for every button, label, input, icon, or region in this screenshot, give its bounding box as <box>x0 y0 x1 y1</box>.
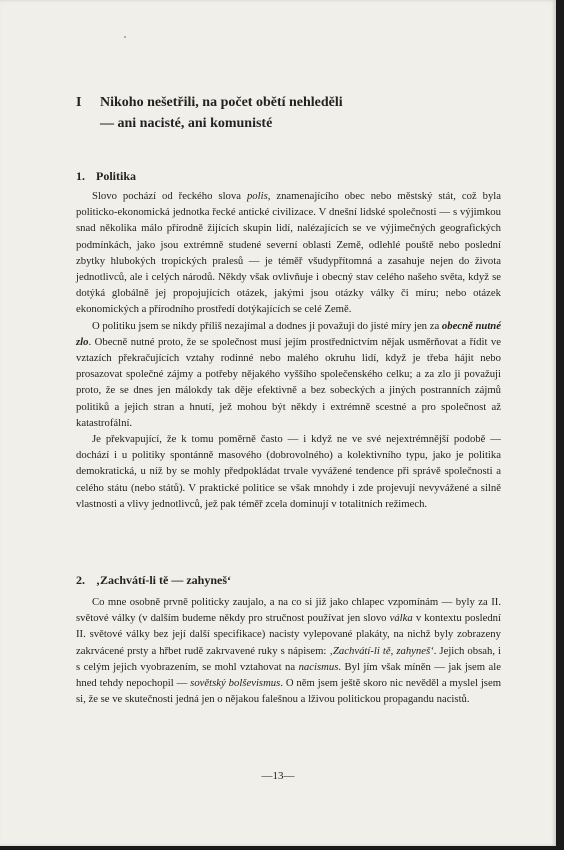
section-number: 1. <box>76 169 85 183</box>
italic-term: sovětský bolševismus <box>190 677 281 690</box>
text-run: v kontextu poslední II. světové války bez její další specifikace) nacisty vylepované plakáty, na nichž byly zobrazeny zakrvácené prsty a hřbet rudě zakrvavené ruky s nápisem: <box>76 612 501 657</box>
section-title: Politika <box>96 169 137 183</box>
chapter-number: I <box>76 95 82 110</box>
paragraph <box>76 594 501 707</box>
italic-quote: ‚Zachvátí-li tě, zahyneš‘ <box>329 644 434 657</box>
paragraph <box>76 318 501 431</box>
italic-term: polis <box>246 190 268 202</box>
section-heading-politika <box>76 168 136 184</box>
section-heading-zachvati <box>76 572 231 588</box>
text-run: Co mne osobně prvně politicky zaujalo, a na co si již jako chlapec vzpomínám — byly za II. světové války (v dalším budeme někdy pro stručnost používat jen slovo <box>76 596 501 625</box>
italic-term: nacismus <box>298 660 339 673</box>
section-1-body <box>76 188 501 512</box>
text-run: , znamenajícího obec nebo městský stát, což byla politicko-ekonomická jednotka řecké antické civilizace. V dnešní lidské společnosti — s výjimkou snad několika málo přírodně žijících skupin lidí, nalézajících se ve výjimečných geografických podmínkách, jako jsou extrémně studené severní oblasti Země, odlehlé pouště nebo poslední zbytky hlubokých tropických pralesů — je téměř všudypřítomná a zasahuje nejen do života jednotlivců, ale i celých národů. Někdy však ovlivňuje i obecný stav celého našeho světa, když se dotýká globálně jej propojujících otázek, jakými jsou otázky války či míru; nebo otázek ekonomických a přírodního prostředí dotýkajících se celé Země. <box>76 190 502 316</box>
text-run: . Jejich obsah, i s celým jejich vyobrazením, se mohl vztahovat na <box>76 644 501 673</box>
emphasis-term: obecně nutné zlo <box>76 319 501 348</box>
section-2-body <box>76 594 501 707</box>
text-run: Slovo pochází od řeckého slova <box>92 190 247 202</box>
text-run: . O něm jsem ještě skoro nic nevěděl a myslel jsem si, že se ve skutečnosti jedná jen o nějakou falešnou a lživou politickou propagandu nacistů. <box>76 677 502 706</box>
paragraph <box>76 188 501 318</box>
page-number: —13— <box>261 770 295 782</box>
print-speck <box>124 36 126 38</box>
section-number: 2. <box>76 573 85 587</box>
chapter-title-line-2: — ani nacisté, ani komunisté <box>100 116 273 131</box>
section-title: ‚Zachvátí-li tě — zahyneš‘ <box>96 573 231 587</box>
paragraph: Je překvapující, že k tomu poměrně často — i když ne ve své nejextrémnější podobě — dochází i u politiky spontánně masového (dobrovolného) a kolektivního typu, jako je politika demokratická, u níž by se mohly předpokládat trvale vyvážené tendence při správě společnosti a celého státu (nebo států). V praktické politice se však mnohdy i zde projevují nevyvážené a silně vlastnosti a vlivy jednotlivců, jež pak téměř zcela dominují v totalitních režimech. <box>76 433 501 510</box>
text-run: . Byl jím však míněn — jak jsem ale hned tehdy nepochopil — <box>76 660 502 690</box>
text-run: O politiku jsem se nikdy příliš nezajímal a dodnes ji považuji do jisté míry jen za <box>92 319 442 332</box>
chapter-title-line-1: Nikoho nešetřili, na počet obětí nehleděli <box>100 95 343 110</box>
italic-term: válka <box>389 612 413 625</box>
chapter-heading <box>76 92 496 134</box>
text-run: . Obecně nutné proto, že se společnost musí jejím prostřednictvím nějak usměrňovat a řídit ve vztazích překračujících vztahy rodinné nebo malého okruhu lidí, když je třeba hájit nebo prosazovat společné zájmy a potřeby nějakého vyššího společenského celku; a za zlo ji považuji proto, že se dnes jen málokdy tak děje efektivně a bez sobeckých a jiných postranních zájmů politiků a jejich stran a hnutí, jež mohou být někdy i extrémně scestné a pro společnost až katastrofální. <box>76 335 501 429</box>
